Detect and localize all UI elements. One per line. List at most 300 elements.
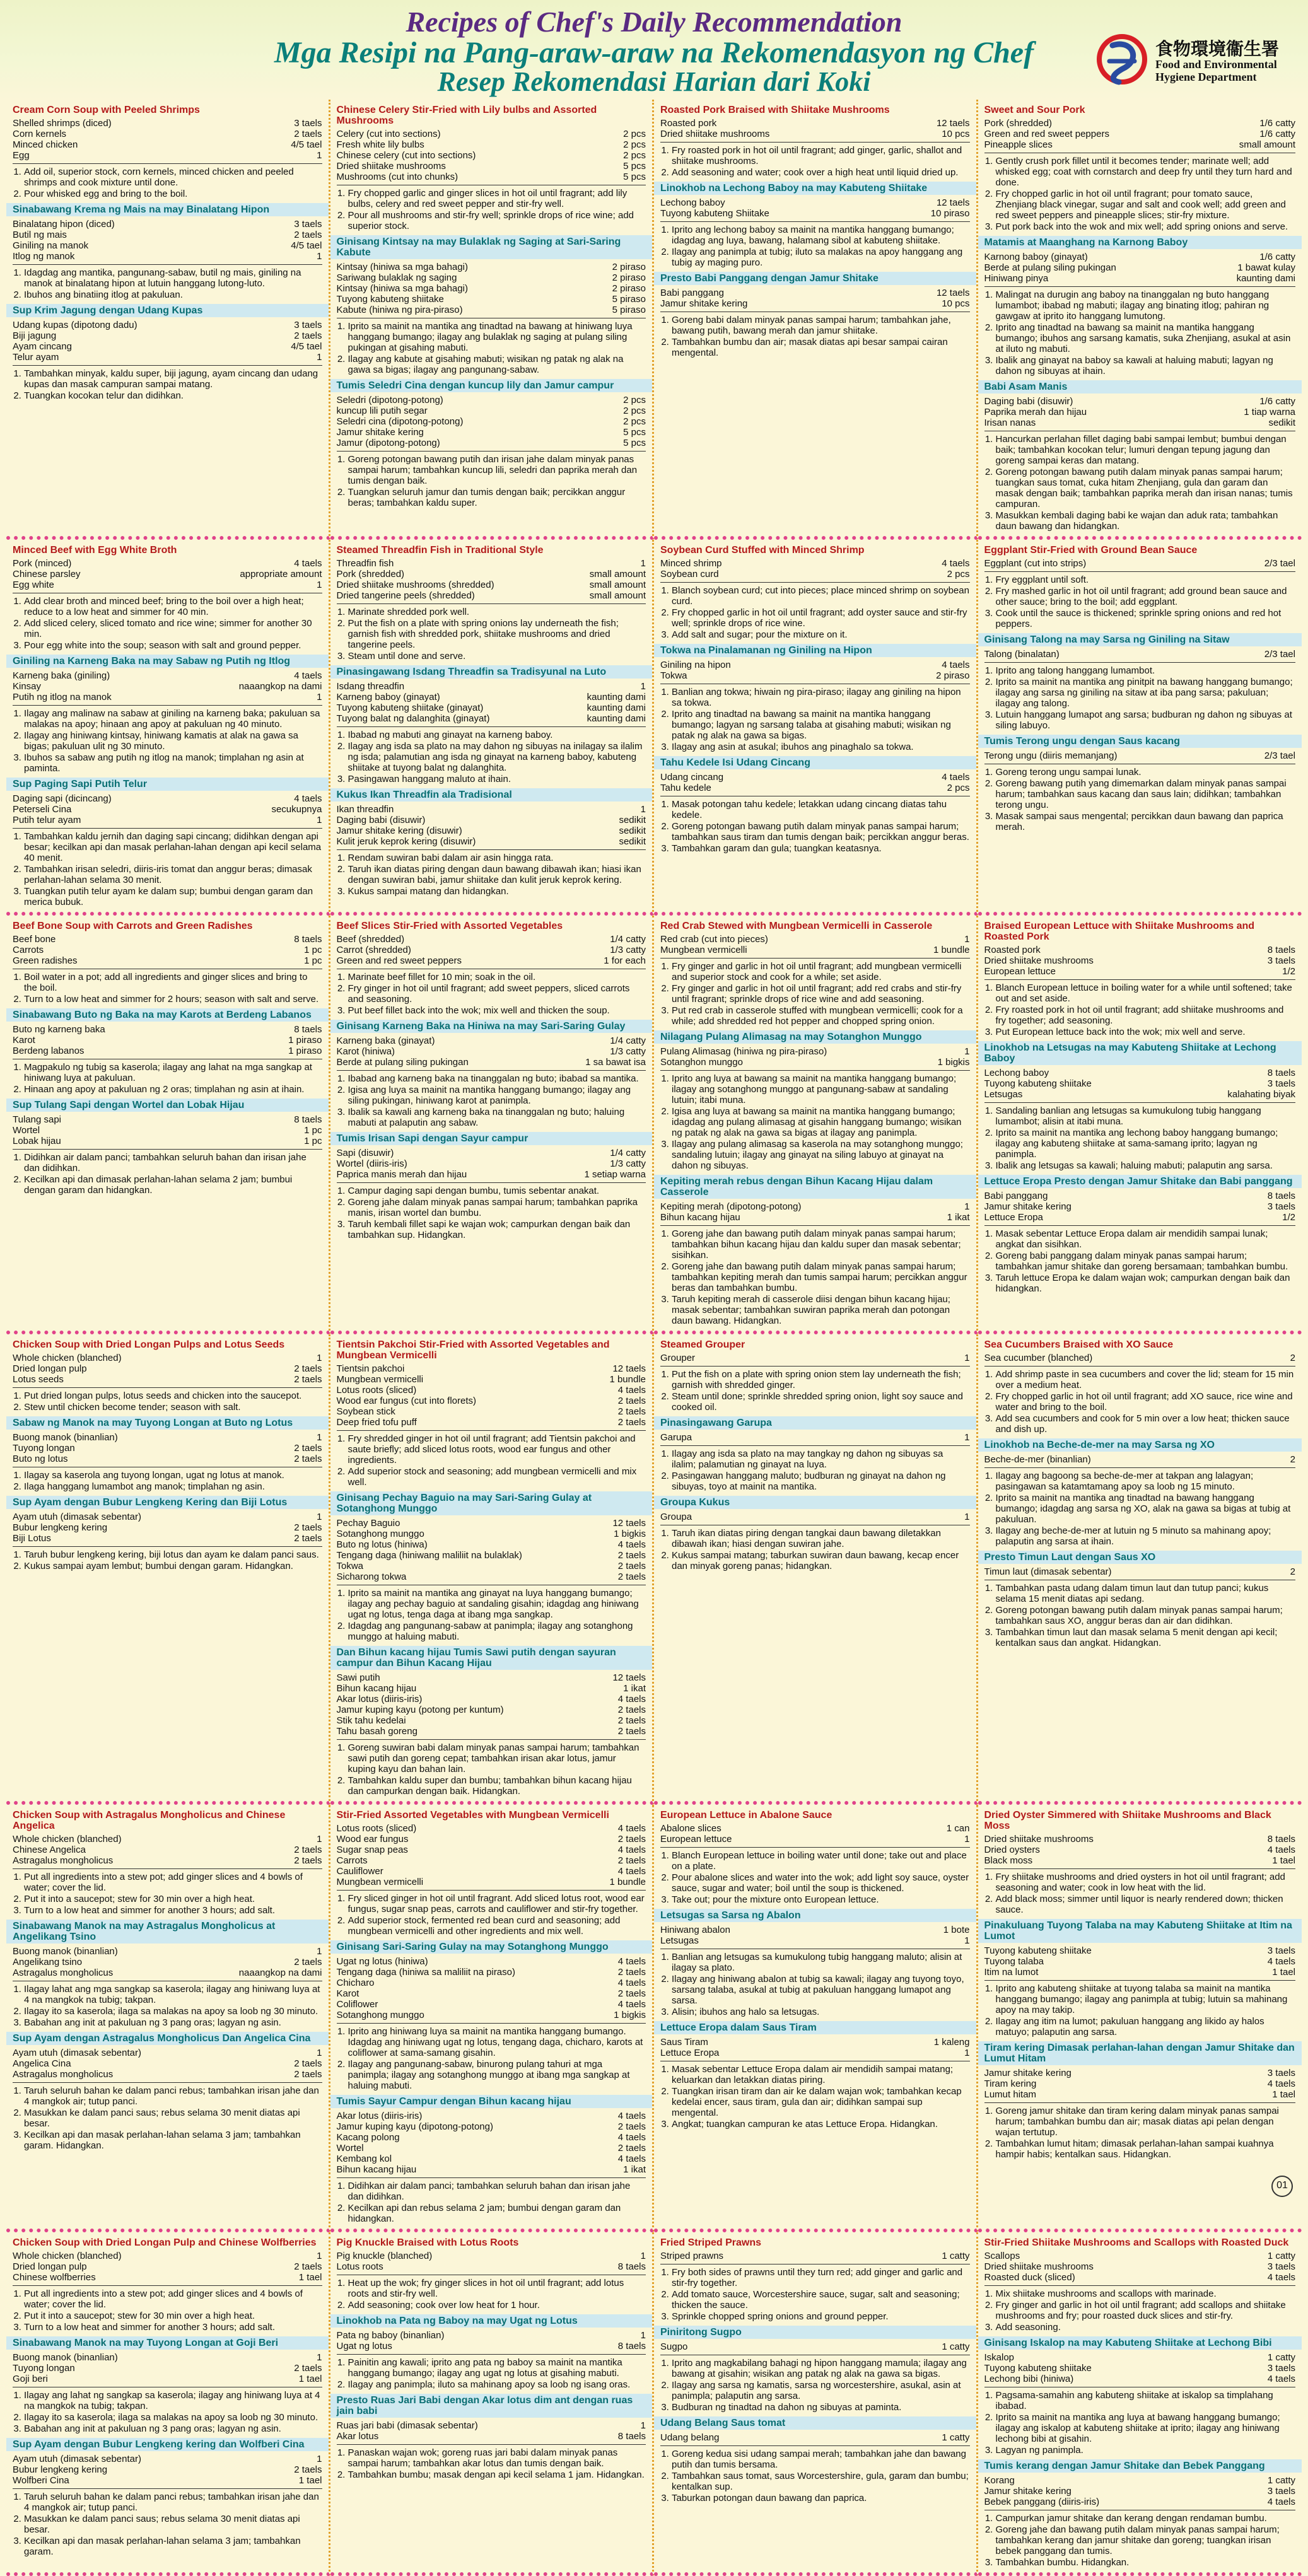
ingredient-row [984, 1566, 1296, 1577]
ingredient-name: Black moss [984, 1855, 1033, 1866]
method-step: 3. Pour egg white into the soup; season with salt and ground pepper. [24, 640, 322, 651]
ingredient-quantity: 1 bigkis [614, 1529, 646, 1539]
method-step: 3. Babahan ang init at pakuluan ng 3 pang oras; lagyan ng asin. [24, 2423, 322, 2434]
method-step: 1. Put dried longan pulps, lotus seeds and chicken into the saucepot. [24, 1390, 322, 1401]
method-step: 2. Tambahkan lumut hitam; dimasak perlahan-lahan sampai kuahnya hampir habis; kentalkan saus. Hidangkan. [996, 2138, 1296, 2160]
method-step: 1. Iprito sa mainit na mantika ang ginayat na luya hanggang bumango; ilagay ang pechay baguio at sandaling gisahin; idagdag ang hiniwang ugat ng lotus, tenga daga at ibang mga sangkap. [348, 1588, 646, 1620]
method-steps [984, 1369, 1296, 1435]
ingredient-quantity: 2 taels [617, 2143, 646, 2153]
ingredient-row [13, 692, 322, 702]
recipe-cell [978, 1334, 1302, 1805]
ingredient-name: Roasted pork [984, 945, 1041, 955]
ingredient-name: Bebek panggang (diiris-iris) [984, 2497, 1100, 2507]
ingredient-row [337, 1726, 646, 1737]
ingredient-name: Ugat ng lotus (hiniwa) [336, 1956, 428, 1967]
ingredient-table [337, 262, 646, 315]
ingredient-quantity: 1 [317, 2352, 322, 2363]
ingredient-table [13, 1114, 322, 1146]
ingredient-row [13, 320, 322, 330]
ingredient-table [984, 118, 1296, 150]
divider [13, 1546, 322, 1547]
method-steps [13, 1062, 322, 1095]
ingredient-quantity: 2 taels [294, 129, 322, 139]
ingredient-name: Whole chicken (blanched) [13, 1353, 122, 1363]
ingredient-table [337, 934, 646, 966]
recipe-title-english: Minced Beef with Egg White Broth [13, 545, 177, 556]
ingredient-name: Berde at pulang siling pukingan [336, 1057, 469, 1068]
ingredient-row [13, 230, 322, 240]
ingredient-name: Ugat ng lotus [336, 2341, 392, 2352]
recipe-title-indonesian: Dan Bihun kacang hijau Tumis Sawi putih dengan sayuran campur dan Bihun Kacang Hijau [330, 1646, 653, 1670]
ingredient-name: Lettuce Eropa [984, 1212, 1043, 1223]
ingredient-quantity: naaangkop na dami [238, 681, 322, 692]
ingredient-row [660, 1057, 970, 1068]
ingredient-row [337, 692, 646, 702]
ingredient-name: Tientsin pakchoi [336, 1363, 405, 1374]
recipe-title-tagalog: Pinakuluang Tuyong Talaba na may Kabuteng Shiitake at Itim na Lumot [978, 1919, 1302, 1943]
method-steps [660, 585, 970, 640]
ingredient-quantity: 1 bundle [609, 1877, 646, 1887]
ingredient-quantity: small amount [1239, 139, 1295, 150]
ingredient-table [337, 2111, 646, 2175]
method-step: 3. Babahan ang init at pakuluan ng 3 pang oras; lagyan ng asin. [24, 2017, 322, 2028]
ingredient-row [660, 569, 970, 580]
method-step: 2. Iprito sa mainit na mantika ang tinadtad na bawang hanggang bumango; idagdag ang sarsa ng XO, alak na gawa sa bigas at tubig at pakuluan. [996, 1493, 1296, 1525]
ingredient-row [984, 417, 1296, 428]
ingredient-quantity: 4 taels [617, 2111, 646, 2121]
method-step: 2. Goreng bawang putih yang dimemarkan dalam minyak panas sampai harum; tambahkan saus kacang dan saus lain; didihkan; tambahkan terong ungu. [996, 778, 1296, 810]
method-step: 1. Fry ginger and garlic in hot oil until fragrant; add mungbean vermicelli and superior stock and cook for a while; set aside. [672, 961, 970, 982]
ingredient-row [660, 288, 970, 298]
method-step: 1. Fry eggplant until soft. [996, 574, 1296, 585]
divider [660, 1366, 970, 1367]
ingredient-row [984, 1956, 1296, 1967]
ingredient-name: Tuyong kabuteng shiitake [984, 1945, 1092, 1956]
ingredient-quantity: 2 [1290, 1566, 1295, 1577]
ingredient-row [337, 1550, 646, 1561]
ingredient-name: Carrot (shredded) [336, 945, 411, 955]
method-step: 1. Magpakulo ng tubig sa kaserola; ilagay ang lahat na mga sangkap at hiniwang luya at pakuluan. [24, 1062, 322, 1083]
method-step: 3. Tambahkan bumbu. Hidangkan. [996, 2557, 1296, 2568]
ingredient-name: Kintsay (hiniwa sa mga bahagi) [336, 262, 468, 272]
ingredient-row [984, 1068, 1296, 1078]
ingredient-quantity: 1/6 catty [1259, 252, 1295, 262]
ingredient-quantity: 8 taels [1267, 1834, 1295, 1845]
ingredient-row [337, 1672, 646, 1683]
ingredient-quantity: 4 taels [617, 1823, 646, 1834]
ingredient-name: Karneng baboy (ginayat) [336, 692, 440, 702]
ingredient-quantity: 4 taels [1267, 2272, 1295, 2283]
method-steps [13, 1984, 322, 2028]
method-step: 1. Iprito ang luya at bawang sa mainit na mantika hanggang bumango; ilagay ang sotanghong munggo at pangunang-sabaw at sandaling lutuin; itabi muna. [672, 1073, 970, 1105]
ingredient-row [660, 934, 970, 945]
method-step: 2. Taruh ikan diatas piring dengan daun bawang dibawah ikan; hiasi ikan dengan suwiran babi, jamur shiitake dan kulit jeruk keprok kering. [348, 864, 646, 885]
divider [337, 1430, 646, 1431]
ingredient-name: Jamur (dipotong-potong) [336, 438, 440, 448]
method-step: 2. Ilagay ang panimpla; iluto sa mahinang apoy sa loob ng isang oras. [348, 2379, 646, 2390]
ingredient-table [660, 772, 970, 793]
ingredient-quantity: 4 taels [942, 772, 970, 783]
recipe-title-english: Beef Slices Stir-Fried with Assorted Vegetables [336, 921, 563, 931]
ingredient-quantity: 3 taels [1267, 2068, 1295, 2078]
ingredient-name: Buong manok (binanlian) [13, 1946, 118, 1957]
method-step: 3. Angkat; tuangkan campuran ke atas Lettuce Eropa. Hidangkan. [672, 2119, 970, 2130]
method-step: 1. Campur daging sapi dengan bumbu, tumis sebentar anakat. [348, 1186, 646, 1196]
ingredient-row [13, 330, 322, 341]
method-step: 2. Fry roasted pork in hot oil until fragrant; add shiitake mushrooms and fry together; add seasoning. [996, 1005, 1296, 1026]
ingredient-name: Astragalus mongholicus [13, 2069, 114, 2080]
method-step: 1. Campurkan jamur shitake dan kerang dengan rendaman bumbu. [996, 2513, 1296, 2524]
ingredient-name: Lotus roots [336, 2261, 383, 2272]
ingredient-row [337, 945, 646, 955]
ingredient-quantity: 2 taels [294, 230, 322, 240]
ingredient-quantity: 2 taels [294, 1443, 322, 1454]
recipe-title-tagalog: Pinasingawang Garupa [654, 1416, 976, 1430]
method-step: 1. Marinate beef fillet for 10 min; soak in the oil. [348, 972, 646, 982]
ingredient-name: Letsugas [984, 1089, 1023, 1100]
method-step: 1. Fry chopped garlic and ginger slices in hot oil until fragrant; add lily bulbs, celery and red sweet pepper and stir-fry well. [348, 188, 646, 209]
method-step: 1. Put all ingredients into a stew pot; add ginger slices and 4 bowls of water; cover the lid. [24, 2288, 322, 2310]
ingredient-row [337, 262, 646, 272]
ingredient-name: Buong manok (binanlian) [13, 1432, 118, 1443]
ingredient-table [984, 1353, 1296, 1363]
ingredient-quantity: 4/5 tael [291, 240, 322, 251]
ingredient-row [337, 569, 646, 580]
divider [13, 705, 322, 706]
method-step: 3. Kecilkan api dan masak perlahan-lahan selama 3 jam; tambahkan garam. Hidangkan. [24, 2130, 322, 2151]
ingredient-quantity: 4 taels [294, 670, 322, 681]
ingredient-quantity: 3 taels [1267, 1078, 1295, 1089]
recipe-title-indonesian: Tumis Sayur Campur dengan Bihun kacang hijau [330, 2095, 653, 2108]
ingredient-table [13, 1946, 322, 1978]
recipe-title-indonesian: Tiram kering Dimasak perlahan-lahan dengan Jamur Shitake dan Lumut Hitam [978, 2041, 1302, 2065]
method-step: 2. Tuangkan seluruh jamur dan tumis dengan baik; percikkan anggur beras; tambahkan kaldu super. [348, 487, 646, 508]
method-step: 2. Ilagay ang panimpla at tubig; iluto sa malakas na apoy hanggang ang tubig ay maging puro. [672, 247, 970, 268]
ingredient-row [337, 1715, 646, 1726]
ingredient-name: Tengang daga (hiniwang maliliit na bulaklak) [336, 1550, 522, 1561]
ingredient-quantity: 1/6 catty [1259, 129, 1295, 139]
divider [13, 1387, 322, 1388]
ingredient-row [337, 395, 646, 405]
ingredient-quantity: 4 taels [617, 2153, 646, 2164]
ingredient-name: Beef bone [13, 934, 56, 945]
divider [984, 286, 1296, 287]
ingredient-quantity: 1 bigkis [937, 1057, 970, 1068]
method-step: 2. Iprito ang tinadtad na bawang sa mainit na mantika hanggang bumango; lagyan ng sarsang talaba at gisahing mabuti; wisikan ng patak ng alak na gawa sa bigas. [672, 709, 970, 741]
ingredient-name: Pulang Alimasag (hiniwa ng pira-piraso) [660, 1046, 827, 1057]
method-step: 2. Goreng potongan bawang putih dalam minyak panas sampai harum; tuangkan saus tomat, cuka hitam Zhenjiang, gula dan garam dan masak dengan baik; tambahkan paprika merah dan irisan nanas; tumis campuran. [996, 467, 1296, 510]
recipe-cell [330, 1334, 655, 1805]
ingredient-name: Peterseli Cina [13, 804, 72, 815]
method-step: 3. Ibuhos sa sabaw ang putih ng itlog na manok; timplahan ng asin at paminta. [24, 752, 322, 774]
method-steps [660, 961, 970, 1027]
ingredient-row [13, 945, 322, 955]
ingredient-row [984, 2363, 1296, 2374]
recipe-title-english: Tientsin Pakchoi Stir-Fried with Assorted Vegetables and Mungbean Vermicelli [336, 1339, 610, 1361]
divider [984, 662, 1296, 663]
recipe-cell [654, 1334, 978, 1805]
ingredient-quantity: 2 pcs [623, 150, 646, 161]
method-steps [337, 2357, 646, 2390]
method-step: 1. Goreng babi dalam minyak panas sampai harum; tambahkan jahe, bawang putih, bawang merah dan jamur shiitake. [672, 315, 970, 336]
ingredient-name: Ruas jari babi (dimasak sebentar) [336, 2420, 478, 2431]
ingredient-quantity: 1 pc [304, 955, 322, 966]
ingredient-row [984, 1834, 1296, 1845]
ingredient-quantity: 1 ikat [623, 1683, 646, 1694]
ingredient-name: Sugpo [660, 2341, 688, 2352]
ingredient-quantity: 1 [640, 804, 646, 815]
recipe-title-tagalog: Pinasingawang Isdang Threadfin sa Tradisyunal na Luto [330, 665, 653, 679]
method-step: 1. Tambahkan minyak, kaldu super, biji jagung, ayam cincang dan udang kupas dan masak campuran sampai matang. [24, 368, 322, 390]
method-steps [660, 1448, 970, 1492]
ingredient-quantity: small amount [589, 569, 646, 580]
method-step: 1. Goreng kedua sisi udang sampai merah; tambahkan jahe dan bawang putih dan tumis bersama. [672, 2449, 970, 2470]
ingredient-table [984, 1068, 1296, 1100]
ingredient-row [660, 2037, 970, 2048]
ingredient-name: Soybean curd [660, 569, 719, 580]
method-steps [13, 1549, 322, 1571]
ingredient-name: kuncup lili putih segar [336, 405, 428, 416]
ingredient-name: Chinese Angelica [13, 1845, 86, 1855]
ingredient-name: Lumut hitam [984, 2089, 1037, 2100]
ingredient-row [984, 2374, 1296, 2384]
ingredient-quantity: 1 bundle [609, 1374, 646, 1385]
ingredient-quantity: 1 tael [1272, 2089, 1295, 2100]
divider [337, 2354, 646, 2355]
recipe-title-tagalog: Sinabawang Manok na may Tuyong Longan at Goji Beri [6, 2336, 329, 2350]
ingredient-name: Giniling na manok [13, 240, 89, 251]
ingredient-quantity: 2 taels [294, 1454, 322, 1464]
ingredient-quantity: 1 bawat kulay [1237, 262, 1295, 273]
method-step: 2. Ilagay ang hiniwang kintsay, hiniwang kamatis at alak na gawa sa bigas; pakuluan ulit ng 30 minuto. [24, 730, 322, 752]
ingredient-quantity: 2/3 tael [1264, 558, 1295, 569]
ingredient-name: Kepiting merah (dipotong-potong) [660, 1201, 802, 1212]
ingredient-name: Korang [984, 2475, 1015, 2486]
ingredient-quantity: 4 taels [1267, 1845, 1295, 1855]
ingredient-name: Letsugas [660, 1935, 699, 1946]
method-step: 2. Masukkan ke dalam panci saus; rebus selama 30 menit diatas api besar. [24, 2107, 322, 2129]
ingredient-quantity: 1 [317, 352, 322, 363]
ingredient-name: Akar lotus [336, 2431, 379, 2442]
ingredient-row [660, 197, 970, 208]
ingredient-name: Ayam utuh (dimasak sebentar) [13, 2048, 141, 2058]
divider [337, 451, 646, 452]
method-step: 1. Ibabad ang karneng baka na tinanggalan ng buto; ibabad sa mantika. [348, 1073, 646, 1084]
ingredient-quantity: 10 pcs [942, 298, 970, 309]
ingredient-name: Angelica Cina [13, 2058, 71, 2069]
method-step: 1. Masak sebentar Lettuce Eropa dalam air mendidih sampai matang; keluarkan dan letakkan diatas piring. [672, 2064, 970, 2085]
method-step: 3. Add sea cucumbers and cook for 5 min over a low heat; thicken sauce and dish up. [996, 1413, 1296, 1435]
ingredient-name: Buong manok (binanlian) [13, 2352, 118, 2363]
method-step: 2. Add seasoning; cook over low heat for 1 hour. [348, 2300, 646, 2311]
ingredient-row [13, 934, 322, 945]
ingredient-name: Daging babi (disuwir) [984, 396, 1073, 407]
ingredient-quantity: 12 taels [612, 1672, 646, 1683]
ingredient-quantity: 5 pcs [623, 427, 646, 438]
method-steps [13, 1390, 322, 1413]
ingredient-quantity: 1 ikat [623, 2164, 646, 2175]
ingredient-quantity: 5 pcs [623, 161, 646, 172]
ingredient-table [984, 558, 1296, 569]
method-step: 2. Ilagay ang isda sa plato na may dahon ng sibuyas na inilagay sa ilalim ng isda; palamutian ang isda ng ginayat na karneng baboy, kabuteng shiitake at tuyong balat ng dalanghita. [348, 741, 646, 773]
ingredient-quantity: 4 taels [617, 2132, 646, 2143]
divider [337, 1739, 646, 1740]
divider [13, 365, 322, 366]
ingredient-row [337, 305, 646, 315]
ingredient-row [337, 836, 646, 847]
ingredient-quantity: 3 taels [294, 219, 322, 230]
method-step: 2. Tambahkan bumbu; masak dengan api kecil selama 1 jam. Hidangkan. [348, 2469, 646, 2480]
ingredient-name: Kacang polong [336, 2132, 400, 2143]
ingredient-name: Mungbean vermicelli [336, 1374, 424, 1385]
recipe-cell [978, 100, 1302, 540]
method-step: 1. Goreng potongan bawang putih dan irisan jahe dalam minyak panas sampai harum; tambahkan kuncup lili, seledri dan paprika merah dan tumis dengan baik. [348, 454, 646, 486]
ingredient-quantity: 1 [964, 1432, 970, 1443]
ingredient-quantity: 2/3 tael [1264, 750, 1295, 761]
method-steps [984, 2106, 1296, 2160]
recipe-title-tagalog: Letsugas sa Sarsa ng Abalon [654, 1909, 976, 1922]
method-step: 3. Taburkan potongan daun bawang dan paprica. [672, 2493, 970, 2503]
ingredient-row [984, 1945, 1296, 1956]
ingredient-name: Dried shiitake mushrooms [984, 955, 1094, 966]
method-step: 2. Put the fish on a plate with spring onions lay underneath the fish; garnish fish with shredded pork, shiitake mushrooms and dried tangerine peels. [348, 618, 646, 650]
ingredient-row [337, 416, 646, 427]
ingredient-table [337, 1672, 646, 1737]
ingredient-name: Jamur shitake kering [984, 2068, 1072, 2078]
ingredient-name: Babi panggang [984, 1191, 1048, 1201]
ingredient-row [13, 1533, 322, 1544]
method-step: 3. Ibalik ang letsugas sa kawali; haluing mabuti; palaputin ang sarsa. [996, 1160, 1296, 1171]
ingredient-quantity: sedikit [619, 825, 646, 836]
recipe-cell [654, 100, 978, 540]
ingredient-name: Groupa [660, 1512, 692, 1522]
ingredient-quantity: 1 [317, 2454, 322, 2464]
ingredient-table [660, 197, 970, 219]
recipe-title-english: Sea Cucumbers Braised with XO Sauce [984, 1339, 1174, 1350]
method-step: 1. Add clear broth and minced beef; bring to the boil over a high heat; reduce to a low heat and simmer for 40 min. [24, 596, 322, 617]
ingredient-name: Dried tangerine peels (shredded) [336, 590, 475, 601]
ingredient-table [13, 1353, 322, 1385]
ingredient-table [660, 1201, 970, 1223]
ingredient-name: Sawi putih [336, 1672, 380, 1683]
ingredient-quantity: 2 taels [617, 1417, 646, 1428]
method-step: 3. Turn to a low heat and simmer for another 3 hours; add salt. [24, 2322, 322, 2333]
ingredient-table [984, 396, 1296, 428]
ingredient-row [13, 118, 322, 129]
ingredient-row [660, 298, 970, 309]
ingredient-quantity: 1 tael [1272, 1967, 1295, 1978]
ingredient-quantity: 2 taels [294, 1533, 322, 1544]
ingredient-name: Scallops [984, 2251, 1020, 2261]
ingredient-table [13, 2352, 322, 2384]
method-step: 2. Fry mashed garlic in hot oil until fragrant; add ground bean sauce and other sauce; bring to the boil; add eggplant. [996, 586, 1296, 607]
ingredient-table [337, 2420, 646, 2442]
ingredient-row [984, 2272, 1296, 2283]
method-step: 1. Add oil, superior stock, corn kernels, minced chicken and peeled shrimps and cook mixture until done. [24, 166, 322, 188]
method-step: 1. Banlian ang letsugas sa kumukulong tubig hanggang maluto; alisin at ilagay sa plato. [672, 1952, 970, 1973]
method-step: 1. Blanch European lettuce in boiling water until done; take out and place on a plate. [672, 1850, 970, 1872]
ingredient-row [337, 2132, 646, 2143]
ingredient-quantity: 3 taels [1267, 1201, 1295, 1212]
recipe-cell [330, 2232, 655, 2576]
ingredient-row [13, 2069, 322, 2080]
method-step: 1. Malingat na durugin ang baboy na tinanggalan ng buto hanggang lumambot; ibabad ng mabuti; ilagay ang binating itlog; pahiran ng gawgaw at iprito ito hanggang lumutong. [996, 289, 1296, 322]
fehd-emblem-icon [1094, 33, 1150, 86]
method-steps [337, 1742, 646, 1797]
ingredient-quantity: 1 [964, 1046, 970, 1057]
method-step: 3. Tuangkan putih telur ayam ke dalam sup; bumbui dengan garam dan merica bubuk. [24, 886, 322, 907]
ingredient-row [13, 129, 322, 139]
ingredient-quantity: 3 taels [294, 320, 322, 330]
ingredient-name: Bihun kacang hijau [336, 2164, 417, 2175]
ingredient-name: Timun laut (dimasak sebentar) [984, 1566, 1112, 1577]
ingredient-quantity: 2 [1290, 1353, 1295, 1363]
method-step: 1. Ibabad ng mabuti ang ginayat na karneng baboy. [348, 730, 646, 740]
ingredient-row [984, 118, 1296, 129]
ingredient-quantity: 1/4 catty [610, 1035, 646, 1046]
ingredient-quantity: 4/5 tael [291, 139, 322, 150]
ingredient-row [337, 1385, 646, 1396]
ingredient-quantity: 1 [964, 1834, 970, 1845]
ingredient-name: Tuyong longan [13, 2363, 75, 2374]
recipe-cell [6, 916, 330, 1334]
method-step: 1. Ilagay ang isda sa plato na may tangkay ng dahon ng sibuyas sa ilalim; palamutian ng ginayat na luya. [672, 1448, 970, 1470]
ingredient-name: Pig knuckle (blanched) [336, 2251, 433, 2261]
ingredient-quantity: 2 taels [617, 1855, 646, 1866]
ingredient-quantity: 2 taels [294, 2058, 322, 2069]
ingredient-quantity: 3 taels [1267, 1945, 1295, 1956]
ingredient-row [337, 427, 646, 438]
method-steps [337, 730, 646, 784]
method-step: 2. Tambahkan bumbu dan air; masak diatas api besar sampai cairan mengental. [672, 337, 970, 358]
ingredient-row [13, 2261, 322, 2272]
ingredient-quantity: 1 bote [943, 1925, 970, 1935]
recipe-title-tagalog: Ginisang Talong na may Sarsa ng Giniling na Sitaw [978, 633, 1302, 646]
ingredient-quantity: 2 taels [294, 1522, 322, 1533]
ingredient-quantity: 8 taels [1267, 1068, 1295, 1078]
ingredient-name: Abalone slices [660, 1823, 721, 1834]
ingredient-row [13, 1125, 322, 1136]
ingredient-table [660, 1823, 970, 1845]
ingredient-quantity: 2 taels [294, 1374, 322, 1385]
method-step: 1. Tambahkan kaldu jernih dan daging sapi cincang; didihkan dengan api besar; kecilkan api dan masak perlahan-lahan dengan api kecil selama 40 menit. [24, 831, 322, 863]
ingredient-table [13, 558, 322, 590]
method-step: 2. Tambahkan saus tomat, saus Worcestershire, gula, garam dan bumbu; kentalkan sup. [672, 2471, 970, 2492]
ingredient-quantity: 1/4 catty [610, 1148, 646, 1158]
recipe-title-tagalog: Ginisang Kintsay na may Bulaklak ng Saging at Sari-Saring Kabute [330, 235, 653, 259]
ingredient-name: Wood ear fungus (cut into florets) [336, 1396, 476, 1406]
method-steps [984, 1228, 1296, 1294]
ingredient-quantity: 3 taels [1267, 955, 1295, 966]
ingredient-name: Akar lotus (diiris-iris) [336, 1694, 423, 1705]
ingredient-table [337, 681, 646, 724]
method-step: 1. Masak sebentar Lettuce Eropa dalam air mendidih sampai lunak; angkat dan sisihkan. [996, 1228, 1296, 1250]
ingredient-name: Bihun kacang hijau [660, 1212, 740, 1223]
ingredient-name: Threadfin fish [336, 558, 394, 569]
ingredient-quantity: 1 pc [304, 1136, 322, 1146]
ingredient-name: Lettuce Eropa [660, 2048, 720, 2058]
ingredient-quantity: 4 taels [617, 1999, 646, 2010]
divider [660, 958, 970, 959]
recipe-cell [654, 540, 978, 916]
ingredient-row [660, 1201, 970, 1212]
method-steps [984, 289, 1296, 376]
divider [337, 603, 646, 604]
method-steps [337, 853, 646, 897]
ingredient-row [13, 240, 322, 251]
ingredient-quantity: 4 taels [1267, 2374, 1295, 2384]
ingredient-row [984, 1201, 1296, 1212]
